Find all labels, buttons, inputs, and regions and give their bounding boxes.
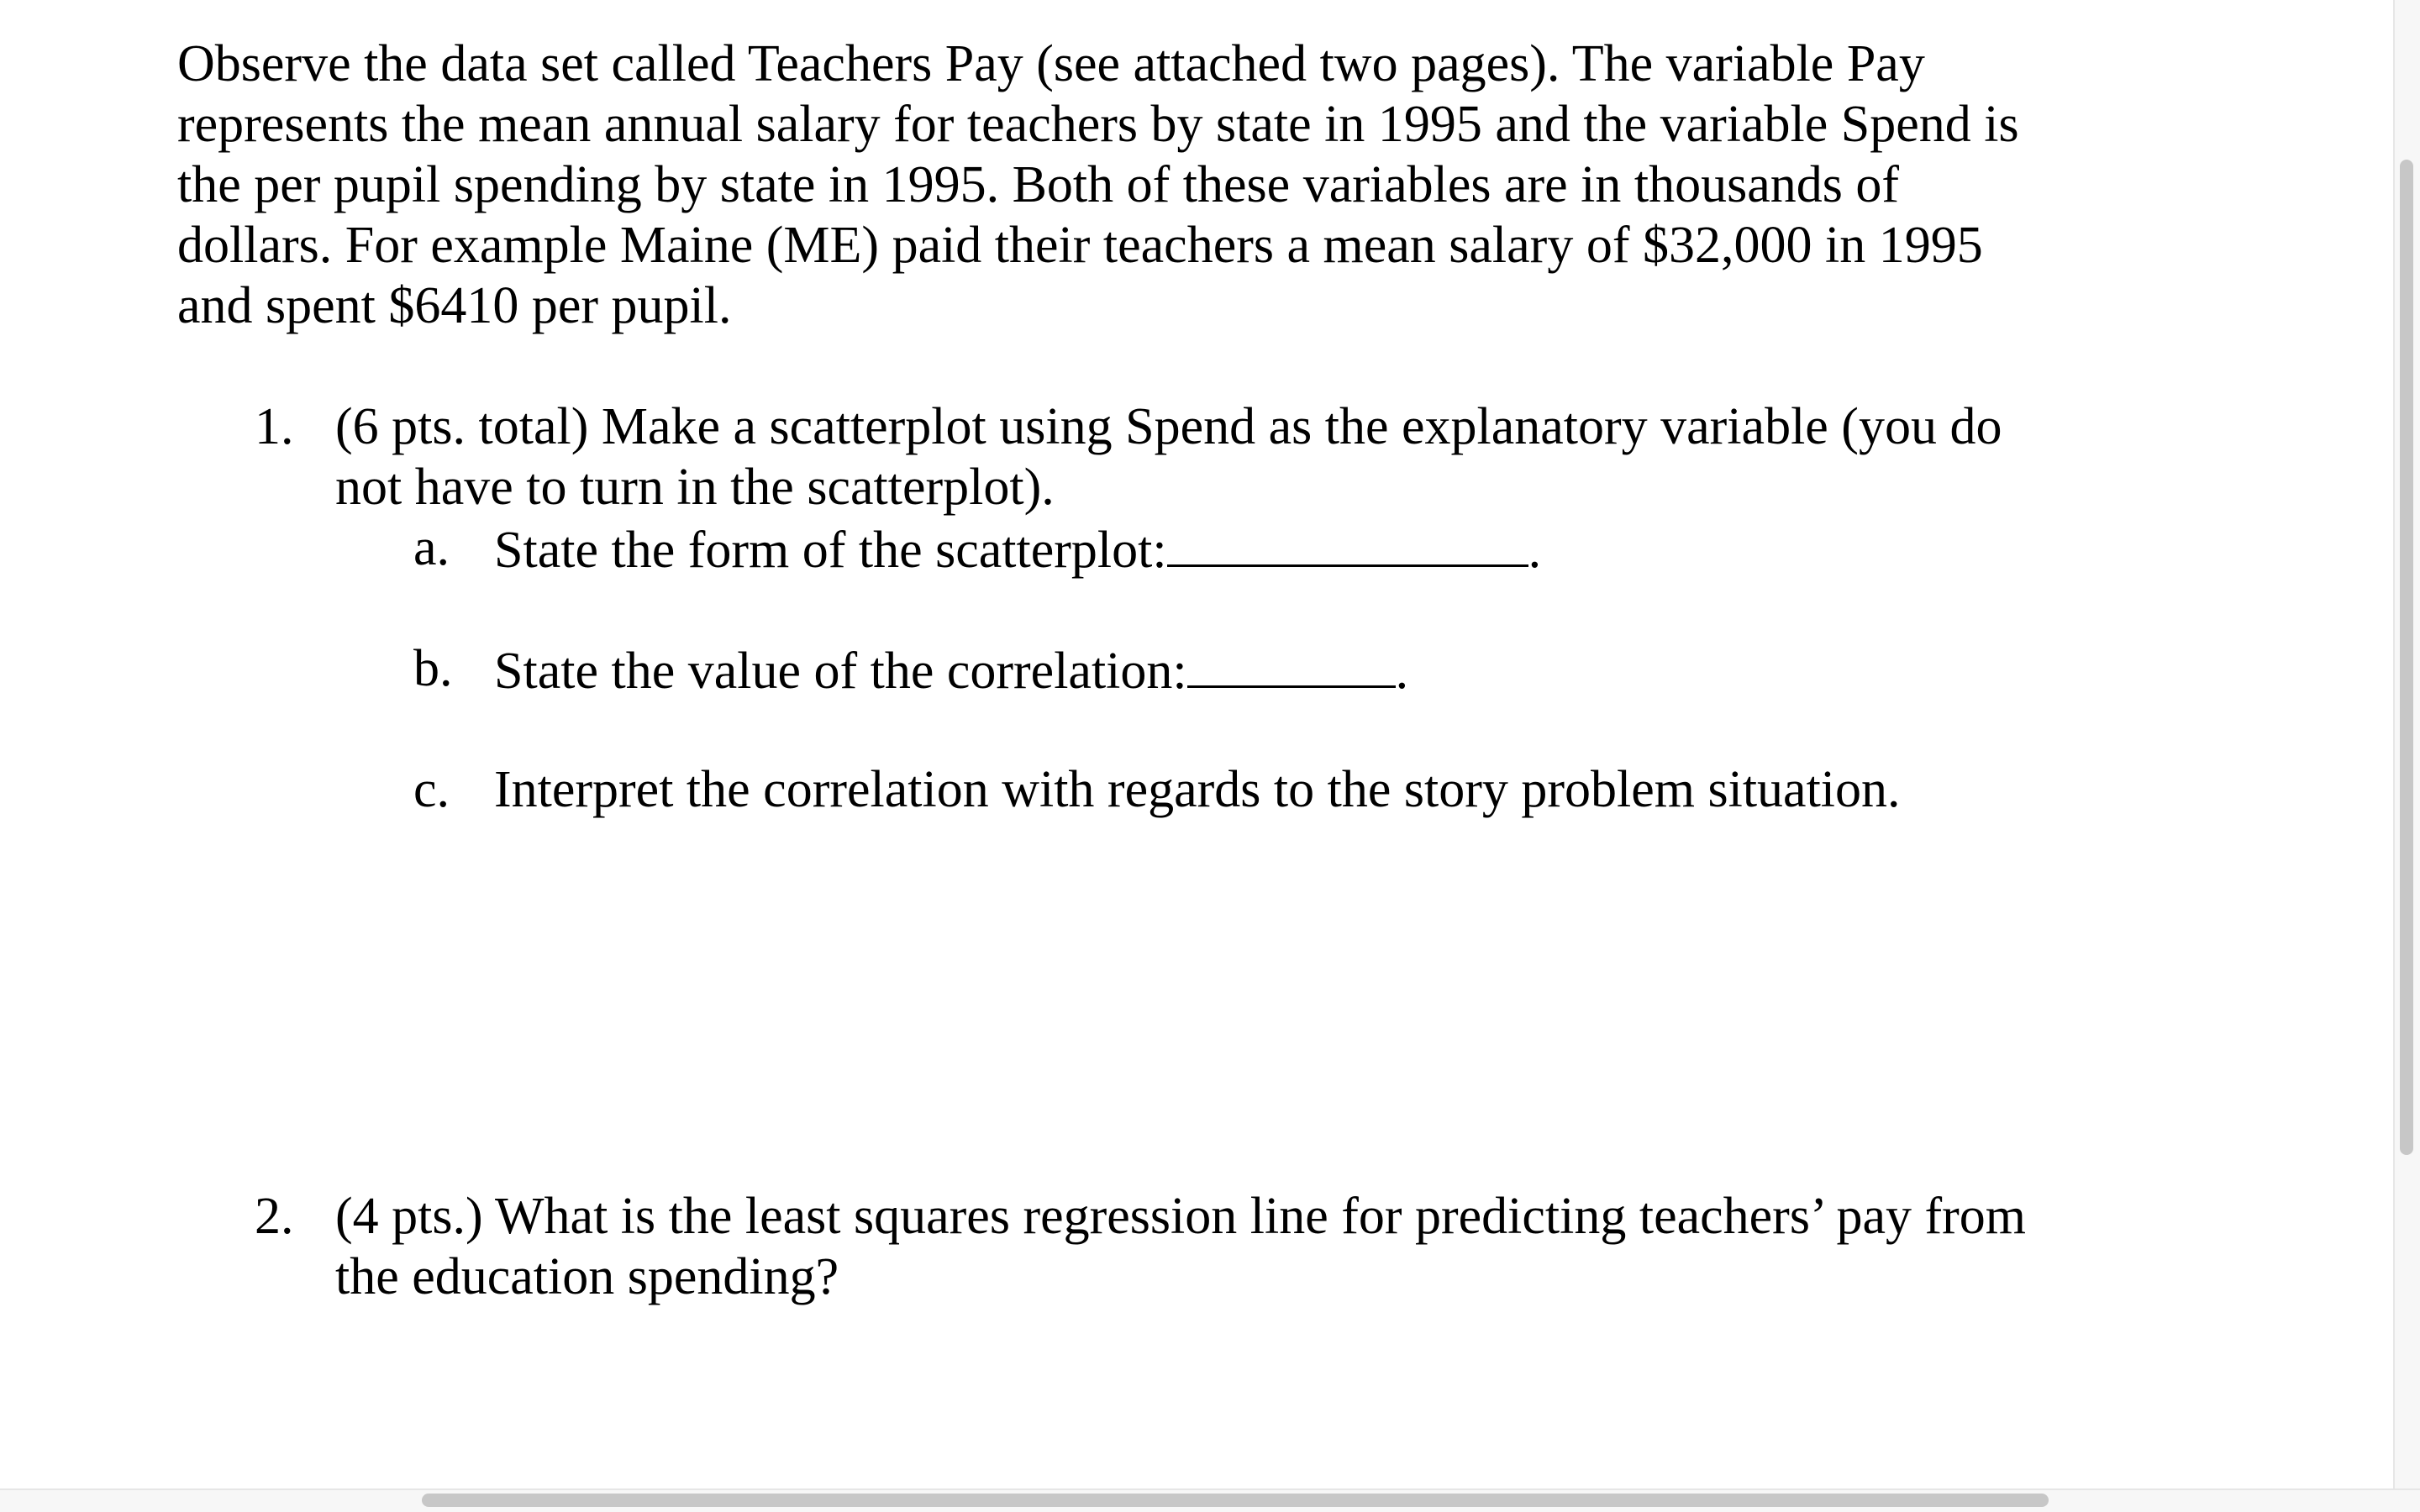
answer-blank[interactable] [1187, 638, 1396, 688]
intro-line: represents the mean annual salary for teachers by state in 1995 and the variable Spend is [177, 96, 2019, 153]
question-text: the education spending? [335, 1248, 839, 1305]
part-text: State the value of the correlation: [494, 643, 1187, 700]
part-end: . [1528, 522, 1542, 579]
question-number: 1. [255, 398, 294, 455]
part-letter: b. [413, 640, 453, 697]
intro-line: the per pupil spending by state in 1995. Both of these variables are in thousands of [177, 156, 1900, 213]
answer-blank[interactable] [1167, 517, 1528, 567]
vertical-scrollbar-thumb[interactable] [2400, 160, 2413, 1155]
intro-paragraph [177, 34, 2076, 336]
part-end: . [1395, 643, 1409, 700]
question-number: 2. [255, 1188, 294, 1245]
intro-line: and spent $6410 per pupil. [177, 277, 732, 334]
part-letter: a. [413, 519, 450, 576]
part-content [494, 517, 1541, 580]
intro-line: Observe the data set called Teachers Pay (see attached two pages). The variable Pay [177, 35, 1925, 92]
part-text: Interpret the correlation with regards to the story problem situation. [494, 761, 1901, 818]
part-content [494, 638, 1408, 701]
part-letter: c. [413, 761, 450, 818]
part-text: State the form of the scatterplot: [494, 522, 1167, 579]
question-text: (6 pts. total) Make a scatterplot using Spend as the explanatory variable (you do [335, 398, 2002, 455]
horizontal-scrollbar-thumb[interactable] [422, 1494, 2049, 1507]
question-text: (4 pts.) What is the least squares regression line for predicting teachers’ pay from [335, 1188, 2027, 1245]
intro-line: dollars. For example Maine (ME) paid their teachers a mean salary of $32,000 in 1995 [177, 217, 1983, 274]
question-text: not have to turn in the scatterplot). [335, 459, 1055, 516]
